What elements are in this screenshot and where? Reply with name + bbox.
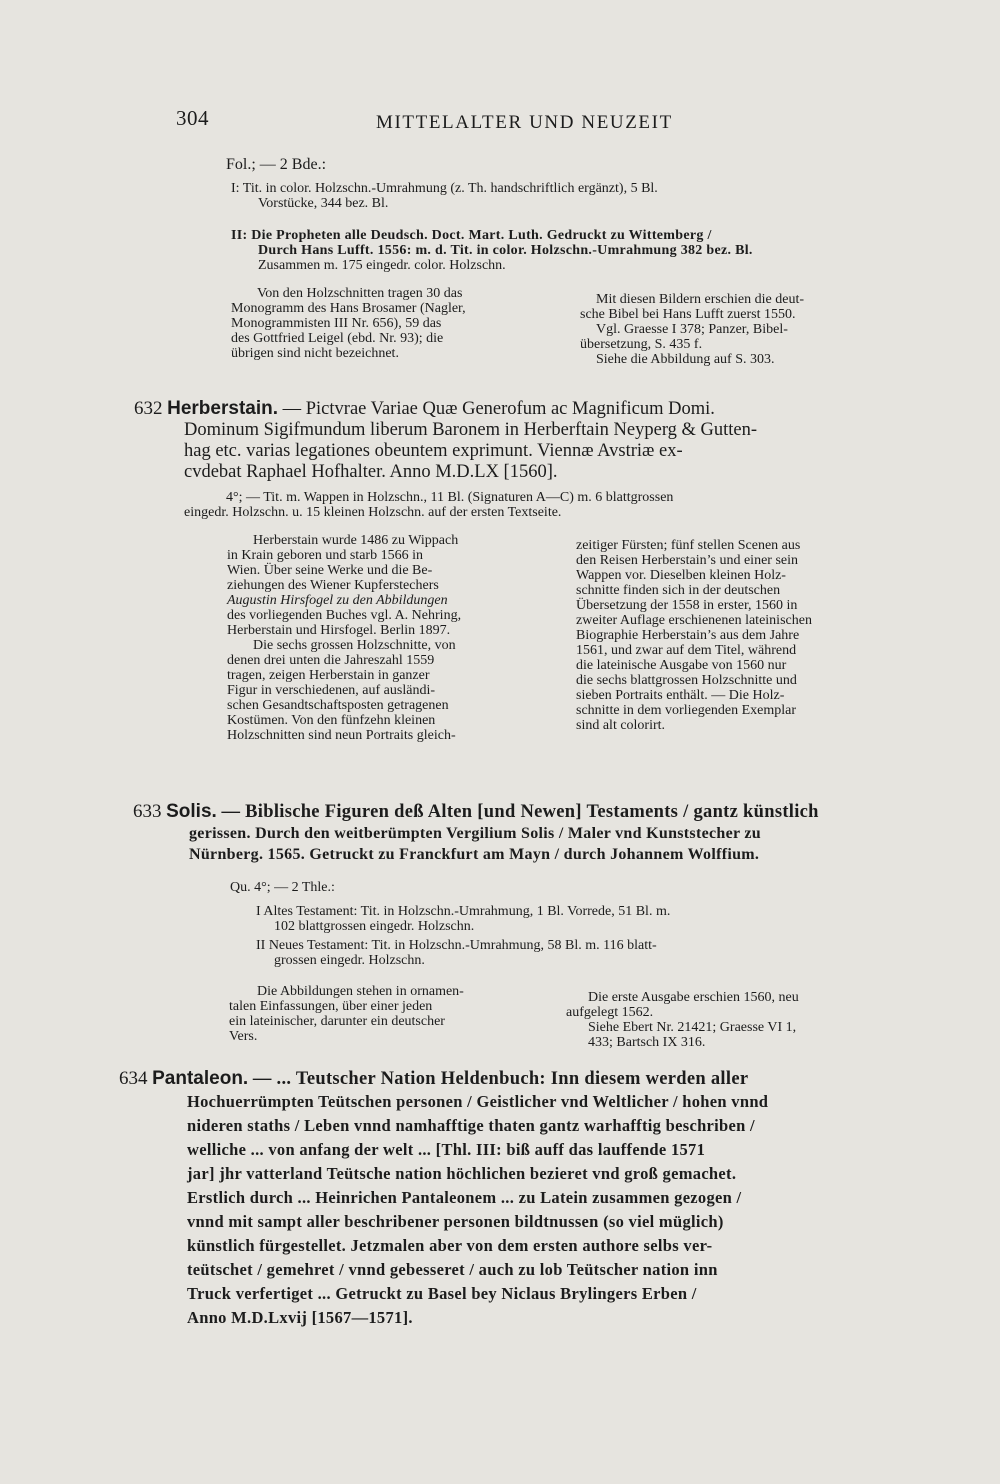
entry-name: Herberstain. [167,398,278,419]
volume-1-description: I: Tit. in color. Holzschn.-Umrahmung (z. Th. handschriftlich ergänzt), 5 Bl. Vorstücke, 344 bez. Bl. [231,181,658,211]
entry-632-heading: 632 Herberstain. — Pictvrae Variae Quæ Generofum ac Magnificum Domi. Dominum Sigifmundum liberum Baronem in Herberftain Neyperg & Gutten- hag etc. varias legationes obeuntem exprimunt. Viennæ Avstriæ ex- cvdebat Raphael Hofhalter. Anno M.D.LX [1560]. [134,398,758,482]
format-line: Fol.; — 2 Bde.: [226,156,327,173]
entry-634-heading: 634 Pantaleon. — ... Teutscher Nation Heldenbuch: Inn diesem werden aller Hochuerrümpten Teütschen personen / Geistlicher vnd Weltlicher / hohen vnnd nideren staths / Leben vnnd namhafftige thaten gantz warhafftig beschriben / welliche ... von anfang der welt ... [Thl. III: biß auff das lauffende 1571 jar] jhr vatterland Teütsche nation höchlichen bezieret vnd groß gemachet. Erstlich durch ... Heinrichen Pantaleonem ... zu Latein zusammen gezogen / vnnd mit sampt aller beschribener personen bildtnussen (so viel müglich) künstlich fürgestellet. Jetzmalen aber von dem ersten authore selbs ver- teütschet / gemehret / vnnd gebesseret / auch zu lob Teütscher nation inn Truck verfertiget ... Getruckt zu Basel bey Niclaus Brylingers Erben / Anno M.D.Lxvij [1567—1571]. [119,1068,769,1327]
volume-2-description: II: Die Propheten alle Deudsch. Doct. Mart. Luth. Gedruckt zu Wittemberg / Durch Hans Lufft. 1556: m. d. Tit. in color. Holzschn.-Umrahmung 382 bez. Bl. Zusammen m. 175 eingedr. color. Holzschn. [231,228,753,273]
entry-633-format: Qu. 4°; — 2 Thle.: [230,880,335,895]
entry-633-note-left: Die Abbildungen stehen in ornamen- talen Einfassungen, über einer jeden ein lateinischer, darunter ein deutscher Vers. [229,984,464,1044]
note-left-column: Von den Holzschnitten tragen 30 das Monogramm des Hans Brosamer (Nagler, Monogrammisten III Nr. 656), 59 das des Gottfried Leigel (ebd. Nr. 93); die übrigen sind nicht bezeichnet. [231,286,466,361]
note-right-column: Mit diesen Bildern erschien die deut- sche Bibel bei Hans Lufft zuerst 1550. Vgl. Graesse I 378; Panzer, Bibel- übersetzung, S. 435 f. Siehe die Abbildung auf S. 303. [580,292,804,367]
entry-633-volume-1: I Altes Testament: Tit. in Holzschn.-Umrahmung, 1 Bl. Vorrede, 51 Bl. m. 102 blattgrossen eingedr. Holzschn. [256,904,671,934]
entry-632-note-right: zeitiger Fürsten; fünf stellen Scenen aus den Reisen Herberstain’s und einer sein Wappen vor. Dieselben kleinen Holz- schnitte finden sich in der deutschen Übersetzung der 1558 in erster, 1560 in zweiter Auflage erschienenen lateinischen Biographie Herberstain’s aus dem Jahre 1561, und zwar auf dem Titel, während die lateinische Ausgabe von 1560 nur die sechs blattgrossen Holzschnitte und sieben Portraits enthält. — Die Holz- schnitte in dem vorliegenden Exemplar sind alt colorirt. [576,538,812,733]
entry-number: 632 [134,398,163,419]
page-number: 304 [176,106,209,130]
entry-633-note-right: Die erste Ausgabe erschien 1560, neu aufgelegt 1562. Siehe Ebert Nr. 21421; Graesse VI 1, 433; Bartsch IX 316. [566,990,799,1050]
entry-632-format: 4°; — Tit. m. Wappen in Holzschn., 11 Bl. (Signaturen A—C) m. 6 blattgrossen eingedr. Holzschn. u. 15 kleinen Holzschn. auf der ersten Textseite. [184,490,674,520]
entry-name: Solis. [166,801,217,822]
entry-633-heading: 633 Solis. — Biblische Figuren deß Alten [und Newen] Testaments / gantz künstlich gerissen. Durch den weitberümpten Vergilium Solis / Maler vnd Kunststecher zu Nürnberg. 1565. Getruckt zu Franckfurt am Mayn / durch Johannem Wolffium. [133,801,819,863]
entry-633-volume-2: II Neues Testament: Tit. in Holzschn.-Umrahmung, 58 Bl. m. 116 blatt- grossen eingedr. Holzschn. [256,938,657,968]
entry-number: 634 [119,1068,148,1089]
entry-632-note-left: Herberstain wurde 1486 zu Wippach in Krain geboren und starb 1566 in Wien. Über seine Werke und die Be- ziehungen des Wiener Kupferstechers Augustin Hirsfogel zu den Abbildungen des vorliegenden Buches vgl. A. Nehring, Herberstain und Hirsfogel. Berlin 1897. Die sechs grossen Holzschnitte, von denen drei unten die Jahreszahl 1559 tragen, zeigen Herberstain in ganzer Figur in verschiedenen, auf ausländi- schen Gesandtschaftsposten getragenen Kostümen. Von den fünfzehn kleinen Holzschnitten sind neun Portraits gleich- [227,533,462,743]
entry-name: Pantaleon. [152,1068,249,1089]
running-title: MITTELALTER UND NEUZEIT [376,112,673,133]
entry-number: 633 [133,801,162,822]
